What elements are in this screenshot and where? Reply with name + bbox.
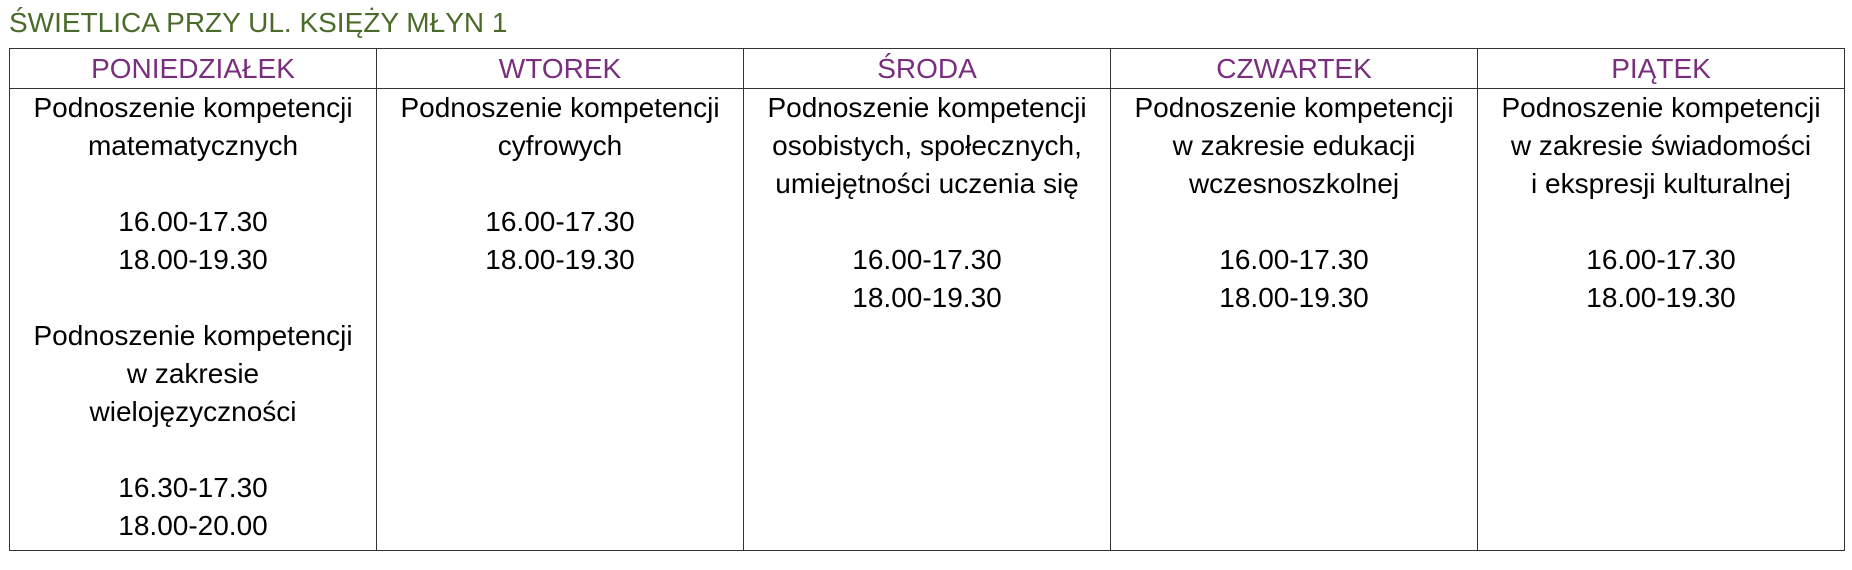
- day-cell-wednesday: [744, 89, 1111, 551]
- schedule-wednesday: Podnoszenie kompetencji osobistych, społecznych, umiejętności uczenia się 16.00-17.30 18.00-19.30: [767, 92, 1087, 313]
- schedule-friday: Podnoszenie kompetencji w zakresie świadomości i ekspresji kulturalnej 16.00-17.30 18.00-19.30: [1501, 92, 1821, 313]
- schedule-table: [9, 48, 1845, 551]
- day-cell-friday: [1478, 89, 1845, 551]
- day-header-wednesday: ŚRODA: [744, 49, 1111, 89]
- day-header-row: [10, 49, 1845, 89]
- day-cell-monday: [10, 89, 377, 551]
- schedule-monday: Podnoszenie kompetencji matematycznych 16.00-17.30 18.00-19.30 Podnoszenie kompetencji w zakresie wielojęzyczności 16.30-17.30 18.00-20.00: [33, 92, 353, 541]
- day-header-monday: PONIEDZIAŁEK: [10, 49, 377, 89]
- page-title: ŚWIETLICA PRZY UL. KSIĘŻY MŁYN 1: [9, 7, 508, 38]
- day-header-tuesday: WTOREK: [377, 49, 744, 89]
- day-cell-thursday: [1111, 89, 1478, 551]
- day-header-friday: PIĄTEK: [1478, 49, 1845, 89]
- schedule-tuesday: Podnoszenie kompetencji cyfrowych 16.00-17.30 18.00-19.30: [400, 92, 720, 275]
- schedule-thursday: Podnoszenie kompetencji w zakresie edukacji wczesnoszkolnej 16.00-17.30 18.00-19.30: [1134, 92, 1454, 313]
- day-header-thursday: CZWARTEK: [1111, 49, 1478, 89]
- schedule-row: [10, 89, 1845, 551]
- day-cell-tuesday: [377, 89, 744, 551]
